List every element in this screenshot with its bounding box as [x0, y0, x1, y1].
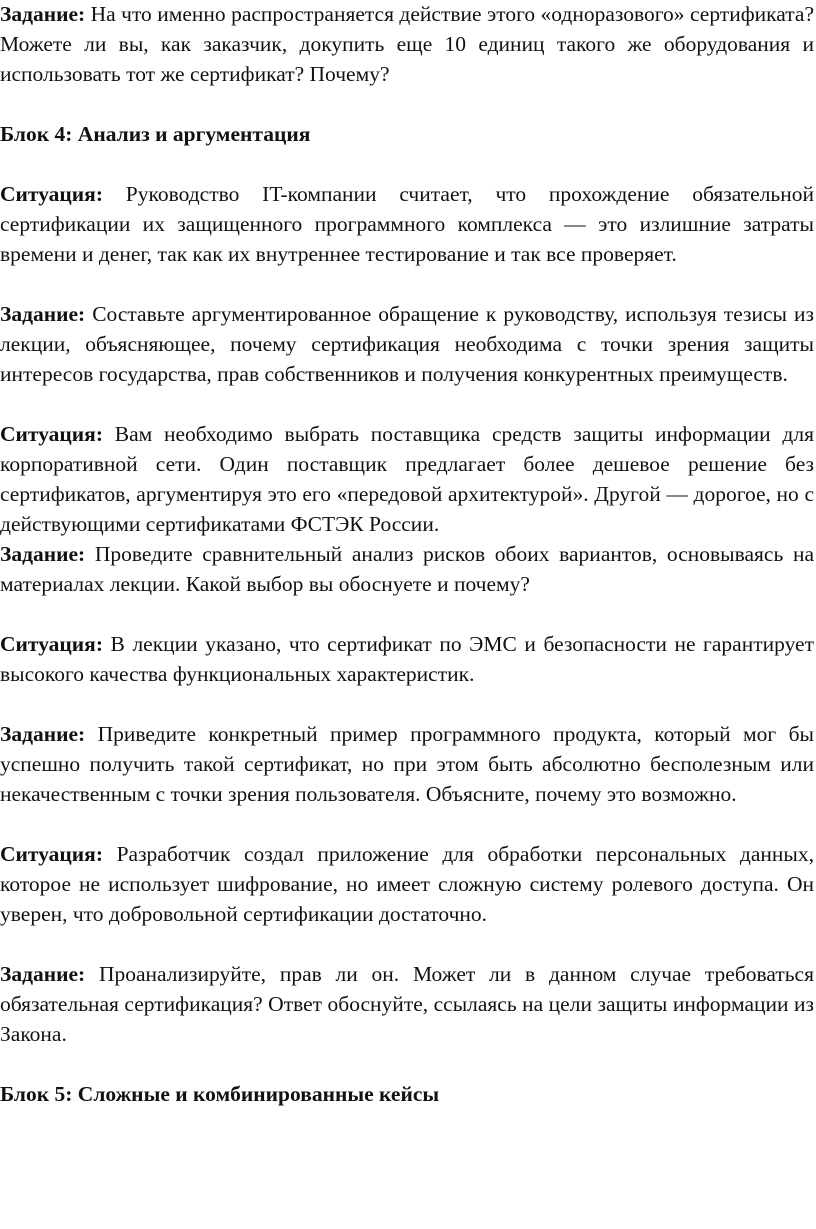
task-label: Задание: [0, 542, 86, 566]
situation-text: Разработчик создал приложение для обработки персональных данных, которое не использует шифрование, но имеет сложную систему ролевого доступа. Он уверен, что добровольной сертификации достаточно. [0, 842, 814, 926]
paragraph-gap [0, 149, 814, 179]
task-text: Составьте аргументированное обращение к руководству, используя тезисы из лекции, объясняющее, почему сертификация необходима с точки зрения защиты интересов государства, прав собственников и получения конкурентных преимуществ. [0, 302, 814, 386]
task-label: Задание: [0, 2, 86, 26]
paragraph-gap [0, 1049, 814, 1079]
task-paragraph [0, 539, 814, 599]
situation-text: Руководство IT-компании считает, что прохождение обязательной сертификации их защищенного программного комплекса — это излишние затраты времени и денег, так как их внутреннее тестирование и так все проверяет. [0, 182, 814, 266]
situation-paragraph [0, 839, 814, 929]
situation-label: Ситуация: [0, 422, 103, 446]
paragraph-gap [0, 809, 814, 839]
task-label: Задание: [0, 962, 86, 986]
task-text: Проведите сравнительный анализ рисков обоих вариантов, основываясь на материалах лекции. Какой выбор вы обоснуете и почему? [0, 542, 814, 596]
situation-label: Ситуация: [0, 182, 103, 206]
paragraph-gap [0, 929, 814, 959]
task-text: На что именно распространяется действие этого «одноразового» сертификата? Можете ли вы, как заказчик, докупить еще 10 единиц такого же оборудования и использовать тот же сертификат? Почему? [0, 2, 814, 86]
task-text: Проанализируйте, прав ли он. Может ли в данном случае требоваться обязательная сертификация? Ответ обоснуйте, ссылаясь на цели защиты информации из Закона. [0, 962, 814, 1046]
task-paragraph [0, 0, 814, 89]
paragraph-gap [0, 89, 814, 119]
situation-text: В лекции указано, что сертификат по ЭМС и безопасности не гарантирует высокого качества функциональных характеристик. [0, 632, 814, 686]
block-heading: Блок 5: Сложные и комбинированные кейсы [0, 1082, 440, 1106]
situation-text: Вам необходимо выбрать поставщика средств защиты информации для корпоративной сети. Один поставщик предлагает более дешевое решение без сертификатов, аргументируя это его «передовой архитектурой». Другой — дорогое, но с действующими сертификатами ФСТЭК России. [0, 422, 814, 536]
task-label: Задание: [0, 722, 86, 746]
paragraph-gap [0, 269, 814, 299]
task-paragraph [0, 299, 814, 389]
situation-paragraph [0, 419, 814, 539]
situation-paragraph [0, 629, 814, 689]
block-heading: Блок 4: Анализ и аргументация [0, 122, 311, 146]
task-paragraph [0, 719, 814, 809]
situation-label: Ситуация: [0, 632, 103, 656]
paragraph-gap [0, 389, 814, 419]
task-paragraph [0, 959, 814, 1049]
situation-paragraph [0, 179, 814, 269]
paragraph-gap [0, 689, 814, 719]
task-text: Приведите конкретный пример программного продукта, который мог бы успешно получить такой сертификат, но при этом быть абсолютно бесполезным или некачественным с точки зрения пользователя. Объясните, почему это возможно. [0, 722, 814, 806]
paragraph-gap [0, 599, 814, 629]
task-label: Задание: [0, 302, 86, 326]
situation-label: Ситуация: [0, 842, 103, 866]
